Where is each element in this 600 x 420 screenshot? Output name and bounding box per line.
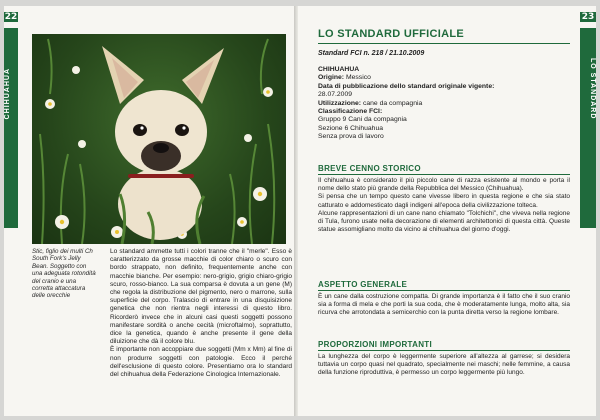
dog-illustration [32, 34, 286, 244]
history-paragraph-2: Si pensa che un tempo questo cane vivesse libero in questa regione e che sia stato catturato e addomesticato dagli indigeni all'epoca della civilizzazione tolteca. [318, 193, 570, 209]
section-title: LO STANDARD UFFICIALE [318, 28, 465, 40]
proportions-heading: PROPORZIONI IMPORTANTI [318, 340, 433, 349]
history-heading: BREVE CENNO STORICO [318, 164, 421, 173]
page-number-right: 23 [581, 12, 595, 22]
side-tab-left [4, 28, 18, 228]
history-paragraph-1: Il chihuahua è considerato il più piccolo cane di razza esistente al mondo e porta il nome dello stato più grande della Repubblica del Messico (Chihuahua). [318, 177, 570, 193]
section-history [318, 164, 570, 234]
left-paragraph-1: Lo standard ammette tutti i colori tranne che il "merle". Esso è caratterizzato da grosse macchie di color chiaro o scuro con bordo strappato, non definito, frequentemente anche con macchie bianche. Per esempio: nero-grigio, grigio chiaro-grigio scuro, rosso-bianco. La sua comparsa è dovuta a un gene (M) che regola la distribuzione del pigmento, nero o marrone, sulla superficie del corpo. Tralascio di entrare in una disquisizione genetica che non rientra negli interessi di questo libro. Ricorderò invece che in alcuni casi questi soggetti possono manifestare sordità o anche cecità (microftalmo), soprattutto, dice la genetica, quando è anche presente il gene della diluizione che dà il colore blu. [110, 248, 292, 346]
standard-info [318, 66, 568, 142]
title-rule [318, 43, 570, 44]
chihuahua-photo [32, 34, 286, 244]
classification-group: Gruppo 9 Cani da compagnia [318, 116, 407, 124]
classification-section: Sezione 6 Chihuahua [318, 124, 383, 132]
proportions-paragraph: La lunghezza del corpo è leggermente superiore all'altezza al garrese; si desidera tuttavia un corpo quasi nel quadrato, specialmente nei maschi; nelle femmine, a causa della funzione riproduttiva, è permesso un corpo leggermente più lungo. [318, 353, 570, 377]
publication-label: Data di pubblicazione dello standard originale vigente: [318, 82, 495, 90]
section-proportions [318, 340, 570, 378]
appearance-rule [318, 290, 570, 291]
breed-name: CHIHUAHUA [318, 66, 360, 73]
side-tab-right-label: LO STANDARD [589, 58, 596, 120]
section-appearance [318, 280, 570, 318]
standard-subtitle: Standard FCI n. 218 / 21.10.2009 [318, 50, 425, 57]
photo-caption: Stic, figlio dei multi Ch South Fork's Jelly Bean. Soggetto con una adeguata rotondità del cranio e una corretta attaccatura delle orecchie [32, 248, 96, 300]
left-paragraph-2: È importante non accoppiare due soggetti (Mm x Mm) al fine di non produrre soggetti con patologie. Ecco il perché dell'esclusione di questo colore. Presentiamo ora lo standard del chihuahua della Federazione Cinologica Internazionale. [110, 346, 292, 379]
page-number-left: 22 [4, 12, 18, 22]
proportions-rule [318, 350, 570, 351]
history-paragraph-3: Alcune rappresentazioni di un cane nano chiamato "Tolchichi", che viveva nella regione di Tula, furono usate nella decorazione di elementi architettonici di questa città. Queste statue assomigliano molto da vicino ai chihuahua del giorno d'oggi. [318, 209, 570, 234]
origin-line [318, 74, 568, 82]
use-label: Utilizzazione: [318, 99, 362, 107]
publication-value: 28.07.2009 [318, 91, 353, 99]
appearance-heading: ASPETTO GENERALE [318, 280, 408, 289]
left-page [4, 6, 296, 416]
use-line [318, 100, 568, 108]
classification-label: Classificazione FCI: [318, 108, 383, 116]
use-value: cane da compagnia [362, 99, 423, 107]
right-page [298, 6, 596, 416]
origin-label: Origine: [318, 74, 345, 82]
left-body-text [110, 248, 292, 379]
history-rule [318, 174, 570, 175]
side-tab-left-label: CHIHUAHUA [4, 68, 11, 120]
side-tab-right [580, 28, 596, 228]
classification-work: Senza prova di lavoro [318, 133, 384, 141]
origin-value: Messico [345, 74, 371, 82]
appearance-paragraph: È un cane dalla costruzione compatta. Di grande importanza è il fatto che il suo cranio sia a forma di mela e che porti la sua coda, che è moderatamente lunga, molto alta, sia ricurva che arrotondata a semicerchio con la punta diretta verso la regione lombare. [318, 293, 570, 317]
